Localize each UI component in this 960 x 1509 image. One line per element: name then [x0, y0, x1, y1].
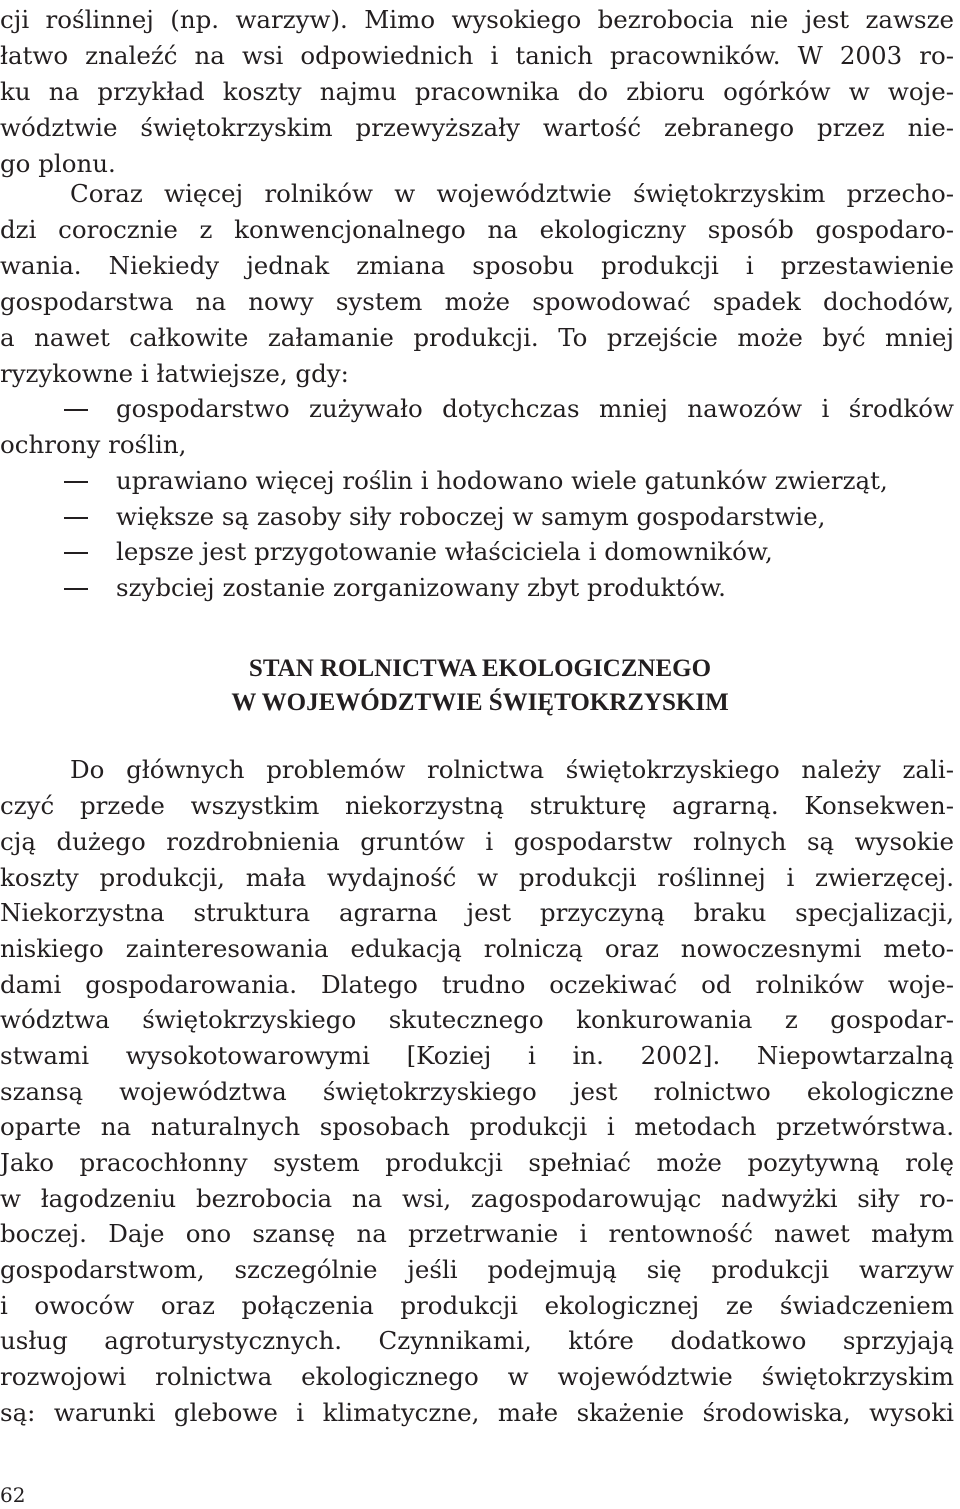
section-line-17: usług agroturystycznych. Czynnikami, które dodatkowo sprzyjają [0, 1326, 954, 1355]
paragraph-2-line-4: gospodarstwa na nowy system może spowodować spadek dochodów, [0, 287, 954, 316]
paragraph-2-line-1: Coraz więcej rolników w województwie świętokrzyskim przecho- [70, 179, 954, 208]
section-line-18: rozwojowi rolnictwa ekologicznego w województwie świętokrzyskim [0, 1362, 954, 1391]
paragraph-2-line-2: dzi corocznie z konwencjonalnego na ekologiczny sposób gospodaro- [0, 215, 954, 244]
section-line-2: czyć przede wszystkim niekorzystną strukturę agrarną. Konsekwen- [0, 791, 954, 820]
section-line-11: oparte na naturalnych sposobach produkcji i metodach przetwórstwa. [0, 1112, 954, 1141]
section-line-1: Do głównych problemów rolnictwa świętokrzyskiego należy zali- [70, 755, 954, 784]
paragraph-1-line-2: łatwo znaleźć na wsi odpowiednich i tanich pracowników. W 2003 ro- [0, 41, 954, 70]
section-line-9: stwami wysokotowarowymi [Koziej i in. 2002]. Niepowtarzalną [0, 1041, 954, 1070]
paragraph-1-line-5: go plonu. [0, 149, 116, 178]
section-line-3: cją dużego rozdrobnienia gruntów i gospodarstw rolnych są wysokie [0, 827, 954, 856]
paragraph-1-line-4: wództwie świętokrzyskim przewyższały wartość zebranego przez nie- [0, 113, 954, 142]
section-line-5: Niekorzystna struktura agrarna jest przyczyną braku specjalizacji, [0, 898, 954, 927]
list-dash [64, 534, 94, 570]
paragraph-1-line-1: cji roślinnej (np. warzyw). Mimo wysokiego bezrobocia nie jest zawsze [0, 5, 954, 34]
section-line-19: są: warunki glebowe i klimatyczne, małe skażenie środowiska, wysoki [0, 1398, 954, 1427]
paragraph-1-line-3: ku na przykład koszty najmu pracownika do zbioru ogórków w woje- [0, 77, 954, 106]
section-line-7: dami gospodarowania. Dlatego trudno oczekiwać od rolników woje- [0, 970, 954, 999]
list-item-1-line-2: ochrony roślin, [0, 430, 187, 459]
list-dash [64, 499, 94, 535]
list-item-2: uprawiano więcej roślin i hodowano wiele gatunków zwierząt, [116, 466, 888, 495]
list-item-4: lepsze jest przygotowanie właściciela i domowników, [116, 537, 773, 566]
section-line-10: szansą województwa świętokrzyskiego jest rolnictwo ekologiczne [0, 1077, 954, 1106]
section-line-14: boczej. Daje ono szansę na przetrwanie i rentowność nawet małym [0, 1219, 954, 1248]
list-item-5: szybciej zostanie zorganizowany zbyt produktów. [116, 573, 726, 602]
list-dash [64, 570, 94, 606]
section-line-4: koszty produkcji, mała wydajność w produkcji roślinnej i zwierzęcej. [0, 863, 954, 892]
section-line-13: w łagodzeniu bezrobocia na wsi, zagospodarowując nadwyżki siły ro- [0, 1184, 954, 1213]
section-heading-line-2: W WOJEWÓDZTWIE ŚWIĘTOKRZYSKIM [231, 689, 729, 716]
page-number: 62 [0, 1483, 26, 1507]
section-heading-line-1: STAN ROLNICTWA EKOLOGICZNEGO [248, 655, 712, 682]
section-line-16: i owoców oraz połączenia produkcji ekologicznej ze świadczeniem [0, 1291, 954, 1320]
section-line-8: wództwa świętokrzyskiego skutecznego konkurowania z gospodar- [0, 1005, 954, 1034]
section-line-6: niskiego zainteresowania edukacją rolniczą oraz nowoczesnymi meto- [0, 934, 954, 963]
section-line-12: Jako pracochłonny system produkcji spełniać może pozytywną rolę [0, 1148, 954, 1177]
list-item-3: większe są zasoby siły roboczej w samym gospodarstwie, [116, 502, 826, 531]
list-dash [64, 391, 94, 427]
paragraph-2-line-3: wania. Niekiedy jednak zmiana sposobu produkcji i przestawienie [0, 251, 954, 280]
section-line-15: gospodarstwom, szczególnie jeśli podejmują się produkcji warzyw [0, 1255, 954, 1284]
list-dash [64, 463, 94, 499]
paragraph-2-line-5: a nawet całkowite załamanie produkcji. To przejście może być mniej [0, 323, 954, 352]
paragraph-2-line-6: ryzykowne i łatwiejsze, gdy: [0, 359, 349, 388]
list-item-1-line-1: gospodarstwo zużywało dotychczas mniej nawozów i środków [116, 394, 954, 423]
